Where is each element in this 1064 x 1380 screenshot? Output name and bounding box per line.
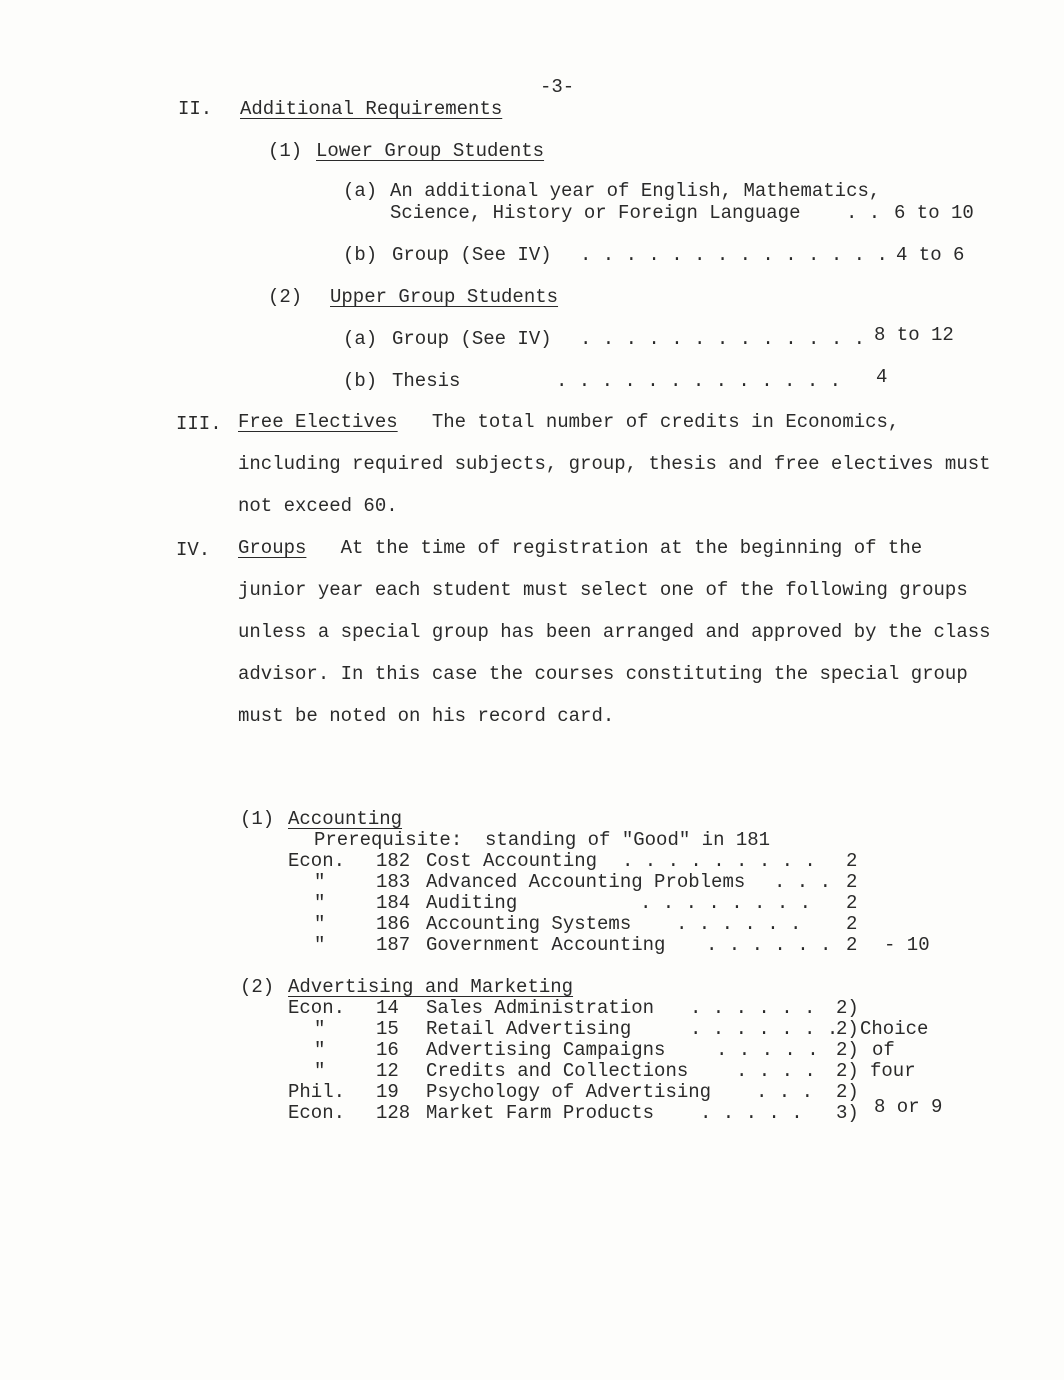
subsection-label: (2) [268,286,303,308]
course-dept: Econ. [288,1102,346,1124]
leader-dots: . . . . . . . [690,1018,839,1040]
credits: 8 to 12 [874,324,954,346]
choice-note: four [870,1060,916,1082]
course-dept: Phil. [288,1081,346,1103]
subsection-heading: Upper Group Students [330,286,559,308]
course-credits: 2) [836,1060,859,1082]
section-heading: Additional Requirements [240,98,503,120]
course-number: 14 [376,997,399,1019]
course-credits: 2 [846,892,858,914]
course-title: Market Farm Products [426,1102,655,1124]
subsection-heading: Lower Group Students [316,140,545,162]
course-title: Advertising Campaigns [426,1039,666,1061]
leader-dots: . . . . . . [690,997,816,1019]
course-title: Credits and Collections [426,1060,689,1082]
group-label: (1) [240,808,275,830]
item-label: (a) [343,328,378,350]
item-label: (a) [343,180,378,202]
course-title: Auditing [426,892,518,914]
item-text: Group (See IV) [392,244,552,266]
leader-dots: . . . . . . . . . [622,850,816,872]
section-numeral: IV. [176,539,211,561]
credits: 4 [876,366,888,388]
leader-dots: . . . . [736,1060,816,1082]
course-credits: 2 [846,934,858,956]
section-heading: Free Electives [238,411,398,433]
course-number: 186 [376,913,411,935]
leader-dots: . . . . . [700,1102,803,1124]
course-title: Sales Administration [426,997,655,1019]
course-credits: 3) [836,1102,859,1124]
course-number: 19 [376,1081,399,1103]
section-paragraph [238,527,998,737]
course-title: Psychology of Advertising [426,1081,712,1103]
course-title: Accounting Systems [426,913,632,935]
course-credits: 2) [836,997,859,1019]
course-title: Government Accounting [426,934,666,956]
course-dept: " [314,913,326,935]
course-number: 183 [376,871,411,893]
course-credits: 2) [836,1039,859,1061]
course-dept: " [314,1039,326,1061]
course-credits: 2) [836,1081,859,1103]
course-number: 16 [376,1039,399,1061]
course-dept: " [314,892,326,914]
course-dept: " [314,934,326,956]
course-title: Cost Accounting [426,850,598,872]
prerequisite: Prerequisite: standing of "Good" in 181 [314,829,771,851]
leader-dots: . . . . . . . . . . . . . . [580,244,888,266]
choice-note: of [872,1039,895,1061]
choice-note: Choice [860,1018,929,1040]
group-heading: Accounting [288,808,403,830]
course-title: Advanced Accounting Problems [426,871,746,893]
leader-dots: . . . [756,1081,814,1103]
leader-dots: . . [846,202,881,224]
item-text: Group (See IV) [392,328,552,350]
leader-dots: . . . . . . [706,934,832,956]
course-number: 182 [376,850,411,872]
course-credits: 2 [846,850,858,872]
item-text: Thesis [392,370,461,392]
section-text: The total number of credits in Economics, including required subjects, group, thesis and free electives must not exceed 60. [238,411,991,517]
leader-dots: . . . . . . [676,913,802,935]
item-text: An additional year of English, Mathematics, [390,180,881,202]
leader-dots: . . . [774,871,832,893]
course-dept: " [314,1060,326,1082]
leader-dots: . . . . . [716,1039,819,1061]
course-credits: 2 [846,913,858,935]
course-credits: 2 [846,871,858,893]
course-number: 15 [376,1018,399,1040]
course-number: 187 [376,934,411,956]
leader-dots: . . . . . . . . . . . . . [556,370,842,392]
course-number: 128 [376,1102,411,1124]
course-credits: 2) [836,1018,859,1040]
section-numeral: II. [178,98,213,120]
course-dept: " [314,871,326,893]
item-label: (b) [343,370,378,392]
item-label: (b) [343,244,378,266]
section-paragraph [238,401,998,527]
group-label: (2) [240,976,275,998]
group-total: - 10 [884,934,930,956]
course-dept: Econ. [288,850,346,872]
item-text-continued: Science, History or Foreign Language [390,202,801,224]
section-numeral: III. [176,413,222,435]
leader-dots: . . . . . . . . . . . . . [580,328,866,350]
credits: 6 to 10 [894,202,974,224]
course-number: 12 [376,1060,399,1082]
course-number: 184 [376,892,411,914]
group-heading: Advertising and Marketing [288,976,574,998]
section-heading: Groups [238,537,307,559]
page-number: -3- [540,76,575,98]
course-title: Retail Advertising [426,1018,632,1040]
course-dept: " [314,1018,326,1040]
choice-total: 8 or 9 [874,1096,943,1118]
section-text: At the time of registration at the beginning of the junior year each student must select one of the following groups unless a special group has been arranged and approved by the class advisor. In this case the courses constituting the special group must be noted on his record card. [238,537,991,727]
credits: 4 to 6 [896,244,965,266]
leader-dots: . . . . . . . . [640,892,812,914]
subsection-label: (1) [268,140,303,162]
course-dept: Econ. [288,997,346,1019]
